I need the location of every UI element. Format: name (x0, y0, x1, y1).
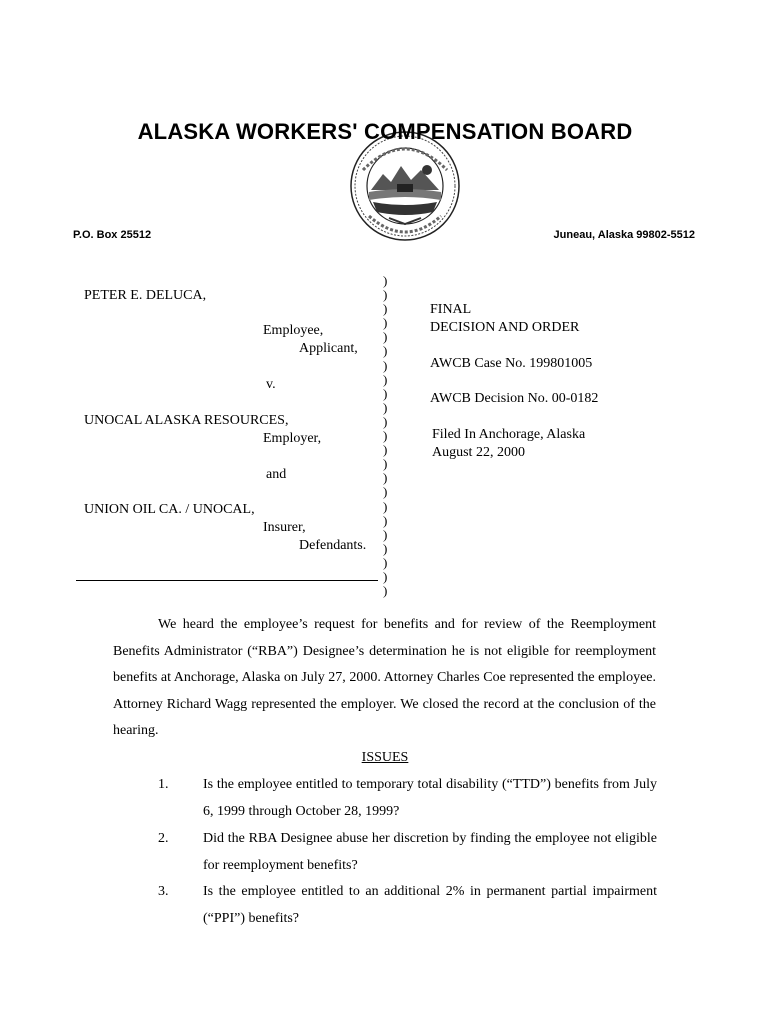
board-address: P.O. Box 25512 (73, 229, 152, 241)
decision-number: AWCB Decision No. 00-0182 (430, 391, 599, 406)
employer-role: Employer, (263, 431, 322, 446)
defendants-role: Defendants. (299, 538, 367, 553)
filed-date: August 22, 2000 (432, 445, 525, 460)
board-city: Juneau, Alaska 99802-5512 (553, 229, 695, 241)
decision-type-line1: FINAL (430, 302, 472, 317)
insurer-role: Insurer, (263, 520, 306, 535)
employer-name: UNOCAL ALASKA RESOURCES, (84, 413, 289, 428)
applicant-role: Applicant, (299, 341, 358, 356)
employee-name: PETER E. DELUCA, (84, 288, 207, 303)
issue-text: Is the employee entitled to an additional 2% in permanent partial impairment (“PPI”) benefits? (203, 884, 657, 926)
issue-number: 1. (158, 777, 169, 792)
caption-paren-column: ) ) ) ) ) ) ) ) ) ) ) ) ) ) ) ) ) ) ) ) ) ) ) (383, 273, 388, 599)
filed-location: Filed In Anchorage, Alaska (432, 427, 586, 442)
decision-type-line2: DECISION AND ORDER (430, 320, 580, 335)
case-number: AWCB Case No. 199801005 (430, 356, 593, 371)
issues-heading: ISSUES (361, 750, 409, 765)
insurer-name: UNION OIL CA. / UNOCAL, (84, 502, 255, 517)
caption-divider (76, 580, 378, 581)
issue-number: 2. (158, 831, 169, 846)
employee-role: Employee, (263, 323, 324, 338)
conjunction-label: and (266, 467, 287, 482)
issue-text: Is the employee entitled to temporary total disability (“TTD”) benefits from July 6, 1999 through October 28, 1999? (203, 777, 657, 819)
state-seal-icon (349, 130, 461, 242)
issue-text: Did the RBA Designee abuse her discretion by finding the employee not eligible for reemployment benefits? (203, 831, 657, 873)
versus-label: v. (266, 377, 276, 392)
issue-number: 3. (158, 884, 169, 899)
intro-paragraph: We heard the employee’s request for benefits and for review of the Reemployment Benefits Administrator (“RBA”) Designee’s determination he is not eligible for reemployment benefits at Anchorage, Alaska on July 27, 2000. Attorney Charles Coe represented the employee. Attorney Richard Wagg represented the employer. We closed the record at the conclusion of the hearing. (113, 617, 656, 739)
page-title: ALASKA WORKERS' COMPENSATION BOARD (137, 119, 633, 144)
